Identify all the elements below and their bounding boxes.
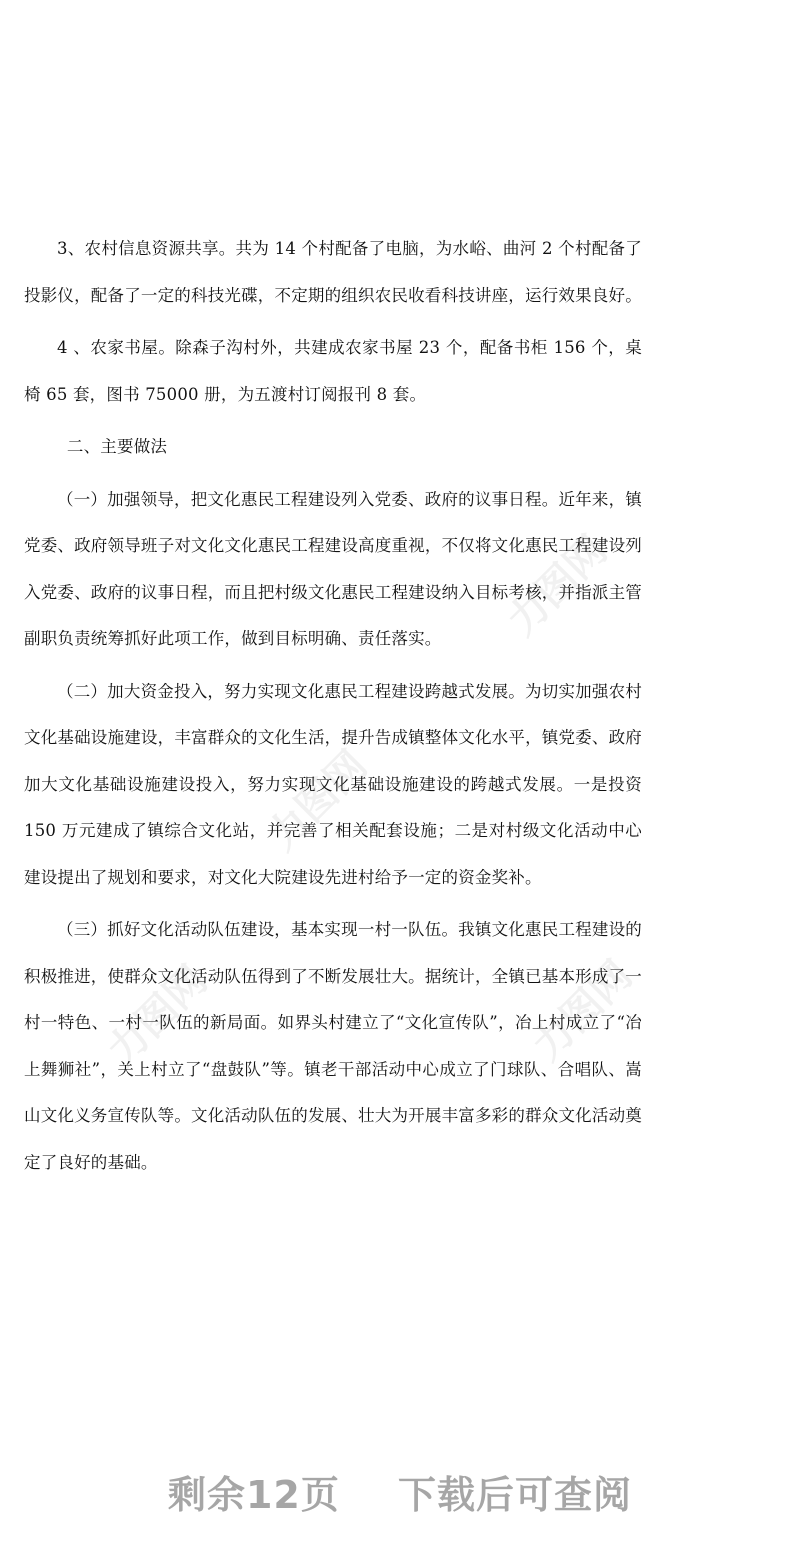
paragraph-farmhouse-library: 4 、农家书屋。除森子沟村外，共建成农家书屋 23 个，配备书柜 156 个，桌椅 65 套，图书 75000 册，为五渡村订阅报刊 8 套。 [24, 338, 642, 404]
download-to-view-button[interactable]: 下载后可查阅 [398, 1473, 633, 1517]
remaining-pages-label[interactable]: 剩余12页 [167, 1473, 340, 1517]
download-prompt [0, 1464, 800, 1519]
paragraph-strengthen-leadership: （一）加强领导，把文化惠民工程建设列入党委、政府的议事日程。近年来，镇党委、政府领导班子对文化文化惠民工程建设高度重视，不仅将文化惠民工程建设列入党委、政府的议事日程，而且把村级文化惠民工程建设纳入目标考核，并指派主管副职负责统筹抓好此项工作，做到目标明确、责任落实。 [24, 489, 642, 648]
document-body [24, 226, 642, 1192]
watermark: 力图网 [523, 952, 642, 1070]
watermark: 力图网 [98, 957, 217, 1075]
watermark: 力图网 [498, 527, 617, 645]
section-heading-main-practices: 二、主要做法 [66, 437, 168, 456]
paragraph-rural-info-sharing: 3、农村信息资源共享。共为 14 个村配备了电脑，为水峪、曲河 2 个村配备了投影仪，配备了一定的科技光碟，不定期的组织农民收看科技讲座，运行效果良好。 [24, 239, 642, 305]
paragraph-increase-investment: （二）加大资金投入，努力实现文化惠民工程建设跨越式发展。为切实加强农村文化基础设施建设，丰富群众的文化生活，提升告成镇整体文化水平，镇党委、政府加大文化基础设施建设投入，努力实现文化基础设施建设的跨越式发展。一是投资 150 万元建成了镇综合文化站，并完善了相关配套设施；二是对村级文化活动中心建设提出了规划和要求，对文化大院建设先进村给予一定的资金奖补。 [24, 681, 642, 887]
paragraph-activity-teams: （三）抓好文化活动队伍建设，基本实现一村一队伍。我镇文化惠民工程建设的积极推进，使群众文化活动队伍得到了不断发展壮大。据统计，全镇已基本形成了一村一特色、一村一队伍的新局面。如界头村建立了“文化宣传队”，冶上村成立了“冶上舞狮社”，关上村立了“盘鼓队”等。镇老干部活动中心成立了门球队、合唱队、嵩山文化义务宣传队等。文化活动队伍的发展、壮大为开展丰富多彩的群众文化活动奠定了良好的基础。 [24, 920, 642, 1172]
watermark: 力图网 [258, 742, 377, 860]
